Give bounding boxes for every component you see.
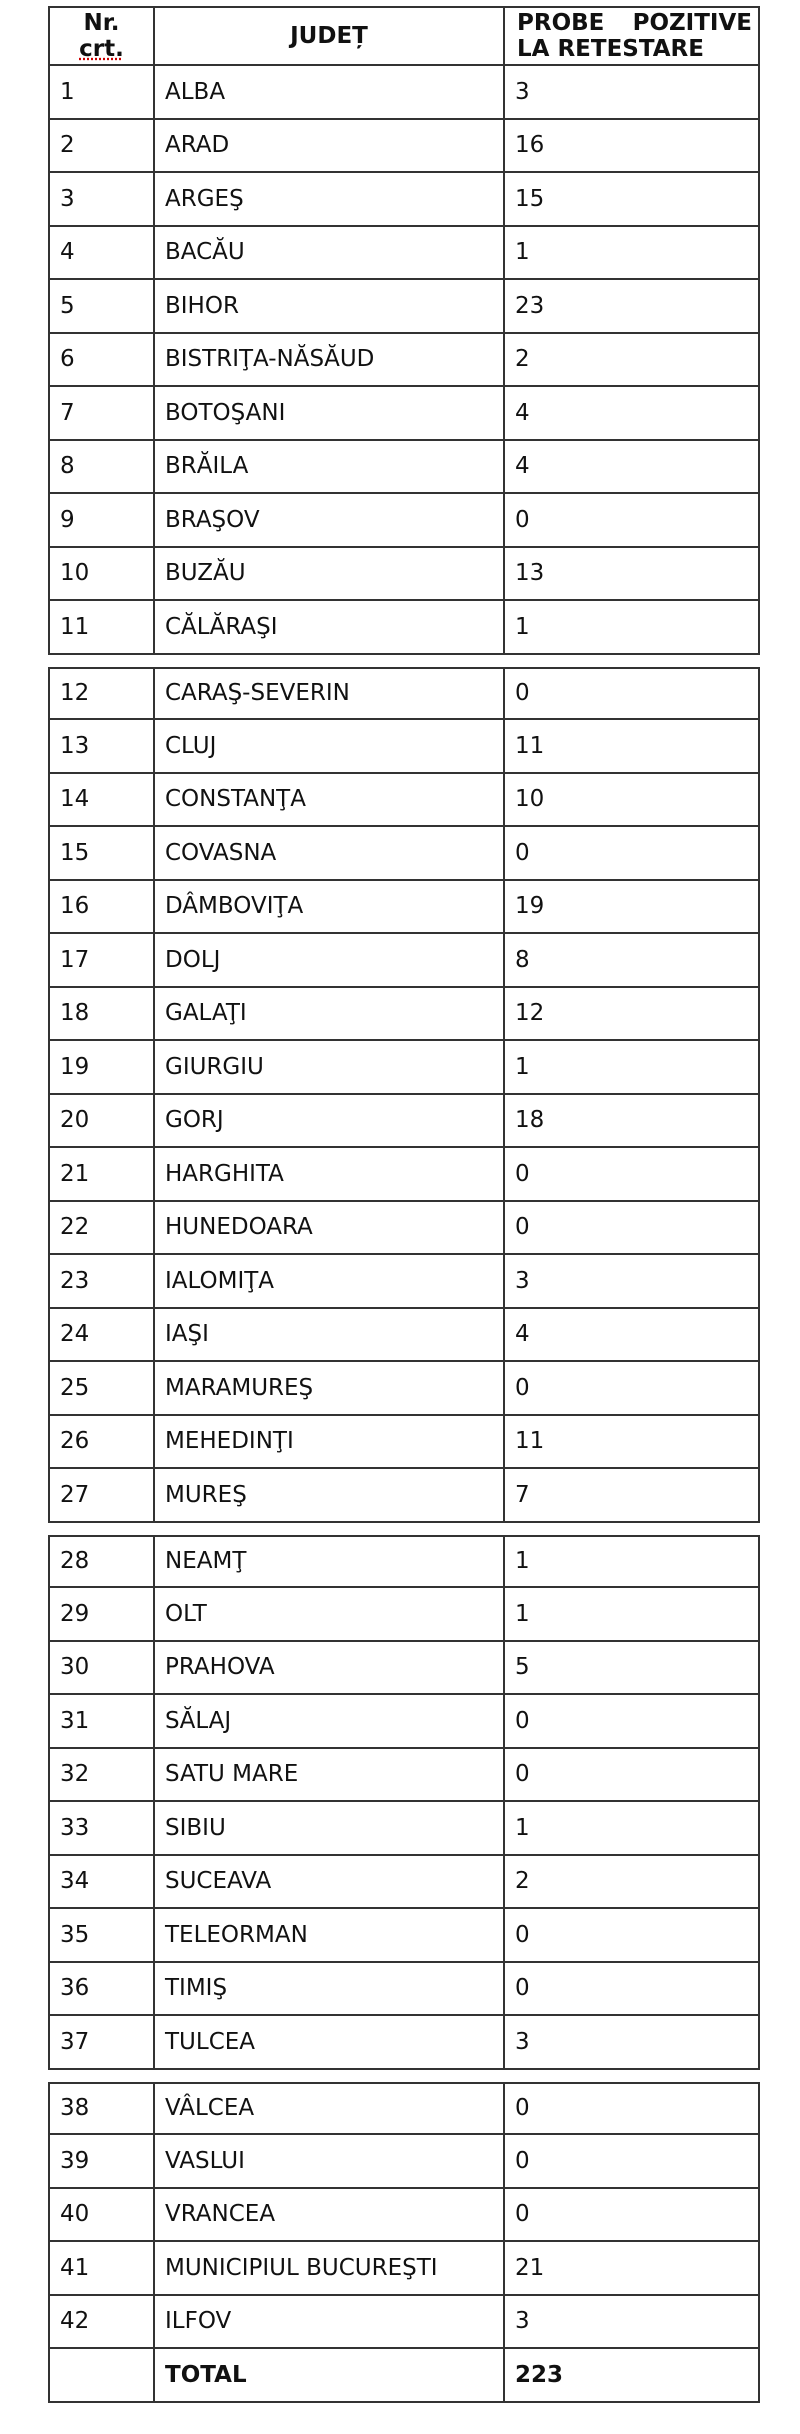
table-row xyxy=(48,1802,760,1856)
row-nr: 40 xyxy=(48,2189,153,2241)
row-nr: 19 xyxy=(48,1041,153,1093)
table-row xyxy=(48,2242,760,2296)
header-probe-word2: POZITIVE xyxy=(632,10,752,36)
results-table xyxy=(48,6,760,2403)
row-judet: SATU MARE xyxy=(153,1749,503,1801)
row-probe: 10 xyxy=(503,774,760,826)
total-nr-cell xyxy=(48,2349,153,2401)
table-row xyxy=(48,387,760,441)
table-row xyxy=(48,494,760,548)
row-judet: CONSTANŢA xyxy=(153,774,503,826)
row-nr: 35 xyxy=(48,1909,153,1961)
row-probe: 0 xyxy=(503,669,760,719)
row-nr: 15 xyxy=(48,827,153,879)
table-row xyxy=(48,881,760,935)
header-probe xyxy=(503,8,760,64)
row-nr: 41 xyxy=(48,2242,153,2294)
row-nr: 27 xyxy=(48,1469,153,1521)
row-probe: 0 xyxy=(503,1909,760,1961)
row-probe: 3 xyxy=(503,1255,760,1307)
row-probe: 1 xyxy=(503,601,760,653)
row-probe: 23 xyxy=(503,280,760,332)
row-nr: 14 xyxy=(48,774,153,826)
row-nr: 20 xyxy=(48,1095,153,1147)
row-nr: 28 xyxy=(48,1537,153,1587)
row-probe: 0 xyxy=(503,827,760,879)
row-judet: BISTRIŢA-NĂSĂUD xyxy=(153,334,503,386)
row-judet: GALAŢI xyxy=(153,988,503,1040)
row-nr: 5 xyxy=(48,280,153,332)
row-judet: TIMIŞ xyxy=(153,1963,503,2015)
row-nr: 33 xyxy=(48,1802,153,1854)
row-judet: VASLUI xyxy=(153,2135,503,2187)
row-judet: MEHEDINŢI xyxy=(153,1416,503,1468)
total-value: 223 xyxy=(503,2349,760,2401)
row-judet: BIHOR xyxy=(153,280,503,332)
row-nr: 29 xyxy=(48,1588,153,1640)
table-row xyxy=(48,1362,760,1416)
row-nr: 38 xyxy=(48,2084,153,2134)
row-probe: 11 xyxy=(503,1416,760,1468)
row-nr: 39 xyxy=(48,2135,153,2187)
table-row xyxy=(48,2016,760,2070)
row-probe: 1 xyxy=(503,1041,760,1093)
table-row xyxy=(48,2189,760,2243)
row-probe: 0 xyxy=(503,1202,760,1254)
row-judet: CARAŞ-SEVERIN xyxy=(153,669,503,719)
row-nr: 12 xyxy=(48,669,153,719)
row-probe: 0 xyxy=(503,1695,760,1747)
row-probe: 19 xyxy=(503,881,760,933)
table-row xyxy=(48,1588,760,1642)
table-row xyxy=(48,1749,760,1803)
row-nr: 2 xyxy=(48,120,153,172)
row-probe: 8 xyxy=(503,934,760,986)
row-judet: VRANCEA xyxy=(153,2189,503,2241)
table-row xyxy=(48,1095,760,1149)
row-nr: 6 xyxy=(48,334,153,386)
table-row xyxy=(48,934,760,988)
row-probe: 0 xyxy=(503,1749,760,1801)
table-row xyxy=(48,774,760,828)
row-judet: SUCEAVA xyxy=(153,1856,503,1908)
row-judet: BACĂU xyxy=(153,227,503,279)
row-nr: 10 xyxy=(48,548,153,600)
row-nr: 23 xyxy=(48,1255,153,1307)
row-nr: 42 xyxy=(48,2296,153,2348)
header-probe-word1: PROBE xyxy=(517,10,605,36)
header-probe-line2: LA RETESTARE xyxy=(517,36,704,62)
table-row xyxy=(48,1535,760,1589)
row-nr: 13 xyxy=(48,720,153,772)
row-nr: 11 xyxy=(48,601,153,653)
table-body xyxy=(48,66,760,2349)
row-probe: 0 xyxy=(503,1362,760,1414)
row-judet: HUNEDOARA xyxy=(153,1202,503,1254)
row-judet: GIURGIU xyxy=(153,1041,503,1093)
row-probe: 0 xyxy=(503,494,760,546)
row-nr: 24 xyxy=(48,1309,153,1361)
row-probe: 3 xyxy=(503,2296,760,2348)
row-probe: 1 xyxy=(503,1802,760,1854)
row-judet: IALOMIŢA xyxy=(153,1255,503,1307)
table-row xyxy=(48,1856,760,1910)
table-row xyxy=(48,173,760,227)
row-nr: 21 xyxy=(48,1148,153,1200)
row-probe: 4 xyxy=(503,441,760,493)
row-nr: 16 xyxy=(48,881,153,933)
row-probe: 0 xyxy=(503,2084,760,2134)
row-nr: 25 xyxy=(48,1362,153,1414)
table-row xyxy=(48,1469,760,1523)
row-judet: ARAD xyxy=(153,120,503,172)
row-judet: MUNICIPIUL BUCUREŞTI xyxy=(153,2242,503,2294)
table-row xyxy=(48,548,760,602)
row-nr: 1 xyxy=(48,66,153,118)
row-probe: 15 xyxy=(503,173,760,225)
row-judet: CĂLĂRAŞI xyxy=(153,601,503,653)
row-probe: 3 xyxy=(503,66,760,118)
row-nr: 32 xyxy=(48,1749,153,1801)
row-judet: ALBA xyxy=(153,66,503,118)
table-row xyxy=(48,1642,760,1696)
total-row xyxy=(48,2349,760,2403)
table-row xyxy=(48,1148,760,1202)
row-probe: 4 xyxy=(503,387,760,439)
row-judet: NEAMŢ xyxy=(153,1537,503,1587)
table-row xyxy=(48,1202,760,1256)
row-probe: 0 xyxy=(503,2189,760,2241)
table-row xyxy=(48,1909,760,1963)
row-probe: 0 xyxy=(503,1148,760,1200)
row-nr: 3 xyxy=(48,173,153,225)
row-probe: 1 xyxy=(503,227,760,279)
row-judet: BUZĂU xyxy=(153,548,503,600)
header-probe-line1 xyxy=(517,10,752,36)
row-probe: 2 xyxy=(503,1856,760,1908)
row-probe: 5 xyxy=(503,1642,760,1694)
row-probe: 12 xyxy=(503,988,760,1040)
row-judet: ILFOV xyxy=(153,2296,503,2348)
header-judet xyxy=(153,8,503,64)
row-nr: 7 xyxy=(48,387,153,439)
table-row xyxy=(48,988,760,1042)
row-judet: BOTOŞANI xyxy=(153,387,503,439)
table-row xyxy=(48,227,760,281)
row-probe: 3 xyxy=(503,2016,760,2068)
row-nr: 31 xyxy=(48,1695,153,1747)
table-row xyxy=(48,441,760,495)
table-row xyxy=(48,1416,760,1470)
row-nr: 22 xyxy=(48,1202,153,1254)
row-probe: 0 xyxy=(503,1963,760,2015)
row-judet: COVASNA xyxy=(153,827,503,879)
row-judet: DÂMBOVIŢA xyxy=(153,881,503,933)
header-crt-label: crt. xyxy=(79,36,124,62)
row-probe: 11 xyxy=(503,720,760,772)
row-nr: 8 xyxy=(48,441,153,493)
table-row xyxy=(48,1041,760,1095)
row-nr: 36 xyxy=(48,1963,153,2015)
row-probe: 7 xyxy=(503,1469,760,1521)
row-judet: MUREŞ xyxy=(153,1469,503,1521)
row-nr: 4 xyxy=(48,227,153,279)
row-probe: 18 xyxy=(503,1095,760,1147)
table-row xyxy=(48,2296,760,2350)
row-probe: 0 xyxy=(503,2135,760,2187)
row-probe: 21 xyxy=(503,2242,760,2294)
table-row xyxy=(48,120,760,174)
row-nr: 34 xyxy=(48,1856,153,1908)
row-judet: CLUJ xyxy=(153,720,503,772)
row-probe: 2 xyxy=(503,334,760,386)
row-judet: TELEORMAN xyxy=(153,1909,503,1961)
row-nr: 37 xyxy=(48,2016,153,2068)
row-judet: OLT xyxy=(153,1588,503,1640)
row-judet: IAŞI xyxy=(153,1309,503,1361)
table-row xyxy=(48,2135,760,2189)
table-row xyxy=(48,720,760,774)
table-row xyxy=(48,2082,760,2136)
row-judet: TULCEA xyxy=(153,2016,503,2068)
header-nr-label: Nr. xyxy=(83,10,120,36)
row-judet: GORJ xyxy=(153,1095,503,1147)
row-nr: 30 xyxy=(48,1642,153,1694)
row-judet: DOLJ xyxy=(153,934,503,986)
table-row xyxy=(48,601,760,655)
row-judet: SĂLAJ xyxy=(153,1695,503,1747)
table-row xyxy=(48,334,760,388)
row-probe: 13 xyxy=(503,548,760,600)
row-judet: PRAHOVA xyxy=(153,1642,503,1694)
row-probe: 1 xyxy=(503,1537,760,1587)
row-judet: HARGHITA xyxy=(153,1148,503,1200)
row-nr: 26 xyxy=(48,1416,153,1468)
total-label: TOTAL xyxy=(153,2349,503,2401)
row-judet: VÂLCEA xyxy=(153,2084,503,2134)
table-row xyxy=(48,1309,760,1363)
row-judet: SIBIU xyxy=(153,1802,503,1854)
row-probe: 1 xyxy=(503,1588,760,1640)
row-nr: 9 xyxy=(48,494,153,546)
table-row xyxy=(48,66,760,120)
table-row xyxy=(48,1695,760,1749)
table-row xyxy=(48,1255,760,1309)
row-judet: BRĂILA xyxy=(153,441,503,493)
table-row xyxy=(48,827,760,881)
row-judet: MARAMUREŞ xyxy=(153,1362,503,1414)
header-judet-label: JUDEȚ xyxy=(290,23,368,49)
row-nr: 17 xyxy=(48,934,153,986)
row-probe: 4 xyxy=(503,1309,760,1361)
row-probe: 16 xyxy=(503,120,760,172)
table-header xyxy=(48,6,760,66)
row-judet: BRAŞOV xyxy=(153,494,503,546)
row-nr: 18 xyxy=(48,988,153,1040)
header-nr-crt xyxy=(48,8,153,64)
row-judet: ARGEŞ xyxy=(153,173,503,225)
table-row xyxy=(48,667,760,721)
table-row xyxy=(48,280,760,334)
table-row xyxy=(48,1963,760,2017)
